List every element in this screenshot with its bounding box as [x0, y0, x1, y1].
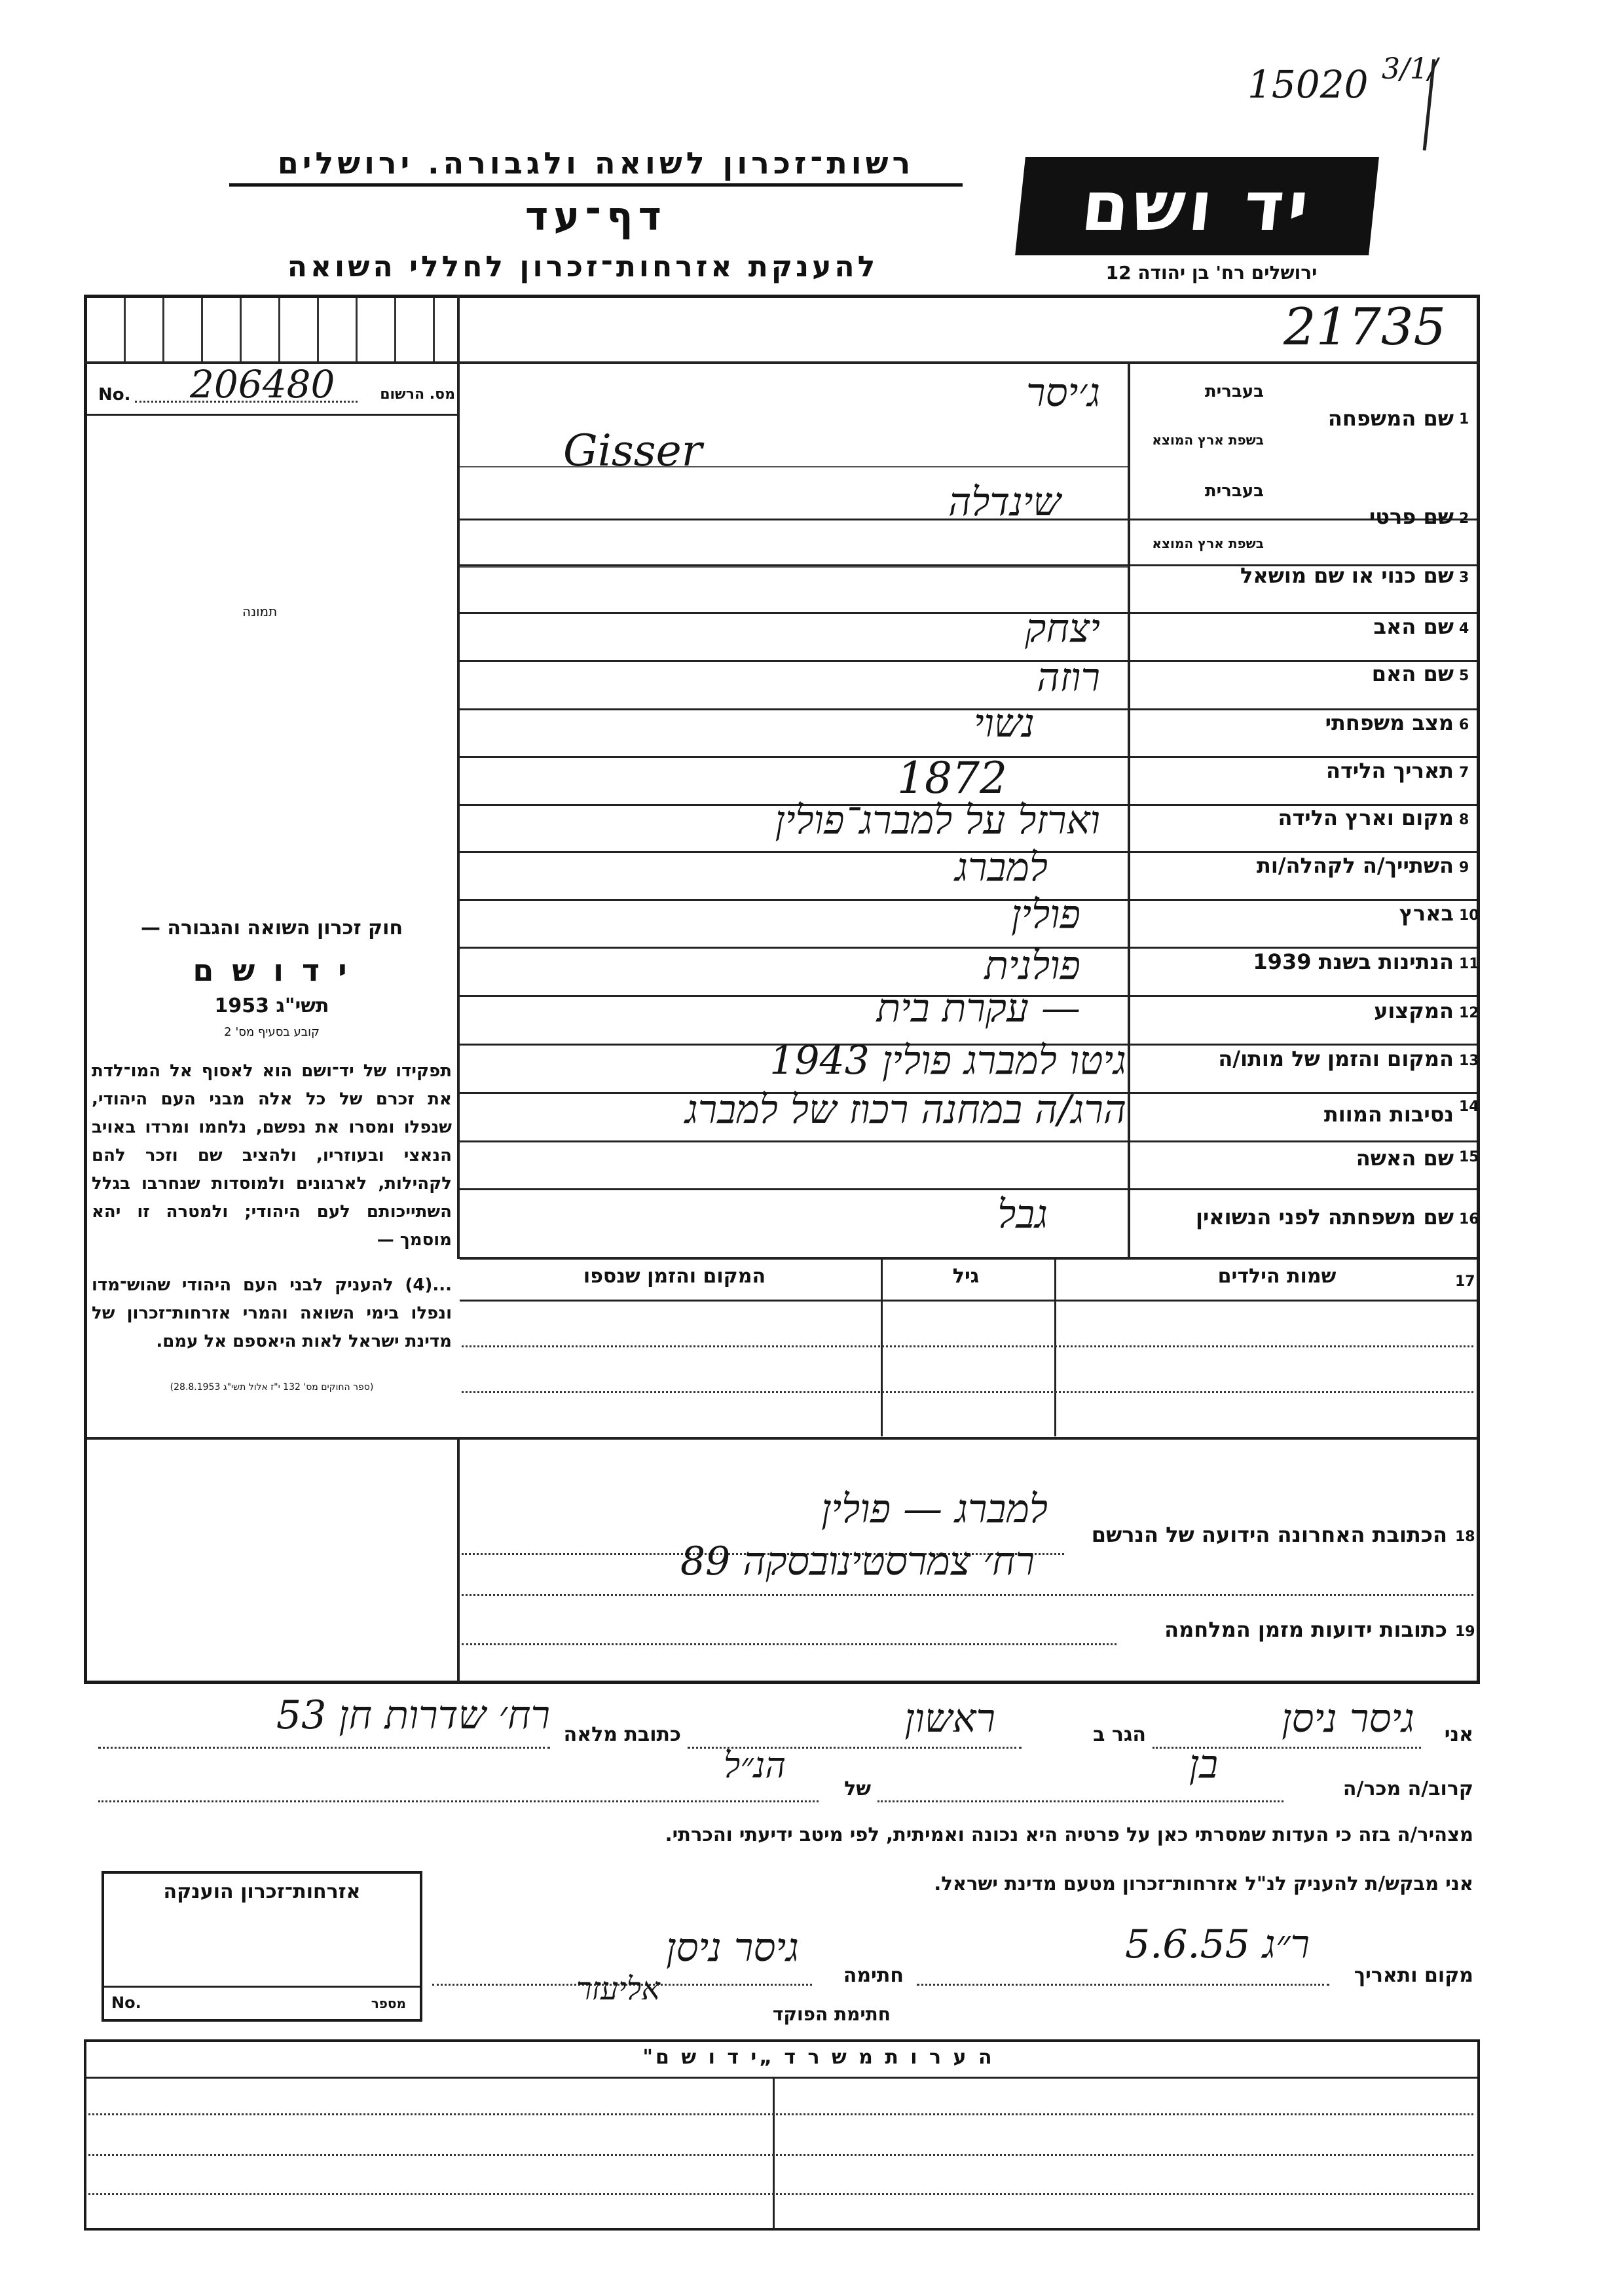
- corner-number: 15020: [1247, 62, 1369, 107]
- law-source: (ספר החוקים מס' 132 י"ז אלול תשי"ג 28.8.1953): [170, 1382, 374, 1393]
- top-strip-divider: [457, 295, 460, 364]
- children-col-names: שמות הילדים: [1217, 1265, 1337, 1288]
- mother-name: רוזה: [1037, 655, 1100, 701]
- birth-date: 1872: [897, 753, 1007, 803]
- remarks-line: [88, 2113, 1473, 2115]
- field-number: 10: [1459, 907, 1479, 924]
- field-number: 6: [1459, 717, 1469, 733]
- law-year: תשי"ג 1953: [214, 994, 329, 1017]
- registration-number: 206480: [190, 362, 335, 407]
- birth-place: וארזל על למברג־פולין: [775, 797, 1100, 843]
- place-date: ר״ג 5.6.55: [1125, 1922, 1310, 1967]
- field-label-birthdate: תאריך הלידה: [1325, 758, 1454, 783]
- children-field-number: 17: [1455, 1273, 1475, 1290]
- death-place-time: גיטו למברג פולין 1943: [769, 1038, 1126, 1084]
- children-col-age: גיל: [952, 1265, 980, 1288]
- field-label-profession: המקצוע: [1374, 998, 1454, 1023]
- decl-ani: אני: [1444, 1723, 1473, 1746]
- law-clause: קובע בסעיף מס' 2: [224, 1025, 320, 1039]
- yad-vashem-logo: [1015, 157, 1379, 255]
- stamp-box-title: אזרחות־זכרון הוענקה: [163, 1880, 361, 1903]
- children-bottom-line: [87, 1437, 1477, 1440]
- decl-line: [917, 1984, 1329, 1986]
- field-sub-origin: בשפת ארץ המוצא: [1152, 536, 1264, 551]
- form-title: דף־עד: [525, 194, 667, 240]
- profession: — עקרת בית: [876, 985, 1080, 1031]
- row-divider: [460, 1188, 1477, 1190]
- field-number: 16: [1459, 1211, 1479, 1228]
- logo-address: ירושלים רח' בן יהודה 12: [1105, 262, 1318, 283]
- stamp-box-number-label: מספר: [371, 1995, 406, 2011]
- decl-resides-label: הגר ב: [1093, 1723, 1146, 1746]
- field-sub-hebrew: בעברית: [1204, 382, 1264, 401]
- children-col-place: המקום והזמן שנספו: [583, 1265, 766, 1288]
- stamp-box-no: No.: [111, 1994, 141, 2012]
- field-label-country: בארץ: [1399, 901, 1454, 926]
- row-divider: [460, 1257, 1477, 1260]
- children-col-divider: [1054, 1260, 1056, 1436]
- row-divider: [460, 566, 1128, 568]
- photo-placeholder-label: תמונה: [242, 604, 278, 619]
- field-label-family-name: שם המשפחה: [1327, 406, 1454, 431]
- field-label-citizenship: הנתינות בשנת 1939: [1253, 949, 1454, 974]
- field-number: 13: [1459, 1053, 1479, 1069]
- address-field-number: 18: [1455, 1529, 1475, 1545]
- country: פולין: [1011, 892, 1080, 938]
- field-number: 7: [1459, 765, 1469, 781]
- decl-of-label: של: [844, 1777, 871, 1800]
- label-column-divider: [1128, 364, 1130, 1259]
- registration-label: מס. הרשום: [380, 386, 455, 403]
- field-label-marital: מצב משפחתי: [1325, 710, 1454, 735]
- decl-line: [98, 1800, 819, 1802]
- decl-statement: מצהיר/ה בזה כי העדות שמסרתי כאן על פרטיה היא נכונה ואמיתית, לפי מיטב ידיעתי והכרתי.: [665, 1823, 1473, 1846]
- field-label-first-name: שם פרטי: [1369, 504, 1454, 529]
- field-number: 11: [1459, 956, 1479, 972]
- signature: גיסר ניסן: [666, 1925, 799, 1971]
- declarant-relation-of: הנ״ל: [724, 1745, 786, 1786]
- wartime-field-number: 19: [1455, 1624, 1475, 1640]
- field-number: 14: [1459, 1099, 1479, 1115]
- law-title: חוק זכרון השואה והגבורה —: [140, 917, 403, 939]
- marital-status: נשוי: [973, 701, 1035, 746]
- address-line: [462, 1643, 1116, 1645]
- logo-text: יד ושם: [1078, 166, 1316, 246]
- declarant-street: רח׳ שדרות חן 53: [276, 1692, 550, 1738]
- children-col-divider: [881, 1260, 883, 1436]
- field-label-community: השתייך/ה לקהלה/ות: [1256, 853, 1454, 878]
- first-name-hebrew: שינדלה: [948, 479, 1061, 525]
- family-name-latin: Gisser: [563, 426, 703, 476]
- community: למברג: [955, 845, 1048, 890]
- field-number: 1: [1459, 411, 1469, 428]
- children-row: [462, 1345, 1473, 1347]
- field-number: 15: [1459, 1149, 1479, 1165]
- field-label-death-circumstances: נסיבות המוות: [1323, 1102, 1454, 1127]
- field-label-father: שם האב: [1373, 614, 1454, 639]
- field-number: 12: [1459, 1005, 1479, 1021]
- last-address-city: למברג — פולין: [821, 1486, 1048, 1532]
- decl-request: אני מבקש/ת להעניק לנ"ל אזרחות־זכרון מטעם מדינת ישראל.: [934, 1872, 1473, 1895]
- field-sub-origin: בשפת ארץ המוצא: [1152, 432, 1264, 448]
- field-number: 5: [1459, 668, 1469, 684]
- form-subtitle: להענקת אזרחות־זכרון לחללי השואה: [287, 250, 879, 283]
- decl-line: [877, 1800, 1283, 1802]
- signature-label: חתימה: [843, 1964, 904, 1987]
- last-address-street: רח׳ צמרסטינובסקה 89: [680, 1539, 1035, 1584]
- remarks-title: ה ע ר ו ת מ ש ר ד „י ד ו ש ם": [642, 2046, 995, 2069]
- corner-date: 3/1/: [1382, 52, 1438, 86]
- law-panel: [92, 917, 452, 1393]
- remarks-header-line: [86, 2077, 1477, 2079]
- field-number: 3: [1459, 570, 1469, 586]
- row-divider: [460, 466, 1128, 467]
- remarks-line: [88, 2154, 1473, 2156]
- children-row: [462, 1391, 1473, 1393]
- stamp-box-line: [104, 1986, 420, 1988]
- address-line: [462, 1594, 1473, 1596]
- remarks-col-divider: [773, 2077, 775, 2229]
- law-text-1: תפקידו של יד־ושם הוא לאסוף אל המו־לדת את זכרם של כל אלה מבני העם היהודי, שנפלו ומסרו את נפשם, נלחמו ומרדו באויב הנאצי ובעוזריו, ולהציב שם וזכר להם לקהילות, לארגונים ולמוסדות שנחרבו בגלל השתייכותם לעם היהודי; ולמטרה זו יהא מוסמך —: [92, 1061, 452, 1250]
- decl-full-address-label: כתובת מלאה: [563, 1723, 681, 1746]
- wartime-address-label: כתובות ידועות מזמן המלחמה: [1164, 1617, 1447, 1642]
- declarant-relation: בן: [1189, 1741, 1218, 1787]
- top-strip-boxes: [87, 298, 457, 361]
- field-label-death-place: המקום והזמן של מותו/ה: [1218, 1046, 1454, 1071]
- field-label-wife-name: שם האשה: [1356, 1146, 1454, 1171]
- declarant-city: ראשון: [904, 1696, 995, 1741]
- field-number: 4: [1459, 621, 1469, 637]
- decl-line: [98, 1747, 550, 1749]
- registration-row-line: [87, 414, 457, 416]
- field-label-maiden-name: שם משפחתה לפני הנשואין: [1195, 1205, 1454, 1230]
- address-left-divider: [457, 1440, 460, 1683]
- registration-no-label: No.: [98, 385, 131, 405]
- citizenship: פולנית: [984, 943, 1080, 989]
- family-name-hebrew: ג׳יסר: [1026, 370, 1100, 416]
- field-label-birthplace: מקום וארץ הלידה: [1278, 805, 1454, 830]
- law-text-2: ...(4) להעניק לבני העם היהודי שהוש־מדו ונפלו בימי השואה והמרי אזרחות־זכרון של מדינת ישראל לאות היאספם אל עמם.: [92, 1275, 452, 1351]
- authority-title: רשות־זכרון לשואה ולגבורה. ירושלים: [229, 145, 963, 187]
- officer-signature: אליעזר: [576, 1971, 660, 2007]
- form-id-number: 21735: [1283, 298, 1447, 357]
- law-org: י ד ו ש ם: [193, 953, 351, 988]
- field-number: 9: [1459, 860, 1469, 876]
- declarant-name: גיסר ניסן: [1282, 1696, 1414, 1741]
- remarks-line: [88, 2193, 1473, 2195]
- field-number: 8: [1459, 812, 1469, 828]
- row-divider: [460, 1140, 1477, 1142]
- field-label-mother: שם האם: [1371, 661, 1454, 686]
- last-address-label: הכתובת האחרונה הידועה של הנרשם: [1091, 1522, 1447, 1547]
- field-label-alias: שם כנוי או שם מושאל: [1240, 563, 1454, 588]
- death-circumstances: הרג/ה במחנה רכוז של למברג: [684, 1087, 1126, 1133]
- place-date-label: מקום ותאריך: [1354, 1964, 1473, 1987]
- field-number: 2: [1459, 511, 1469, 527]
- maiden-name: גבל: [997, 1192, 1048, 1237]
- father-name: יצחק: [1025, 606, 1100, 651]
- decl-relative-label: קרוב/ה מכר/ה: [1342, 1777, 1473, 1800]
- officer-signature-label: חתימת הפוקד: [772, 2003, 891, 2025]
- left-column-divider: [457, 364, 460, 1259]
- children-header-line: [460, 1300, 1477, 1302]
- field-sub-hebrew: בעברית: [1204, 481, 1264, 501]
